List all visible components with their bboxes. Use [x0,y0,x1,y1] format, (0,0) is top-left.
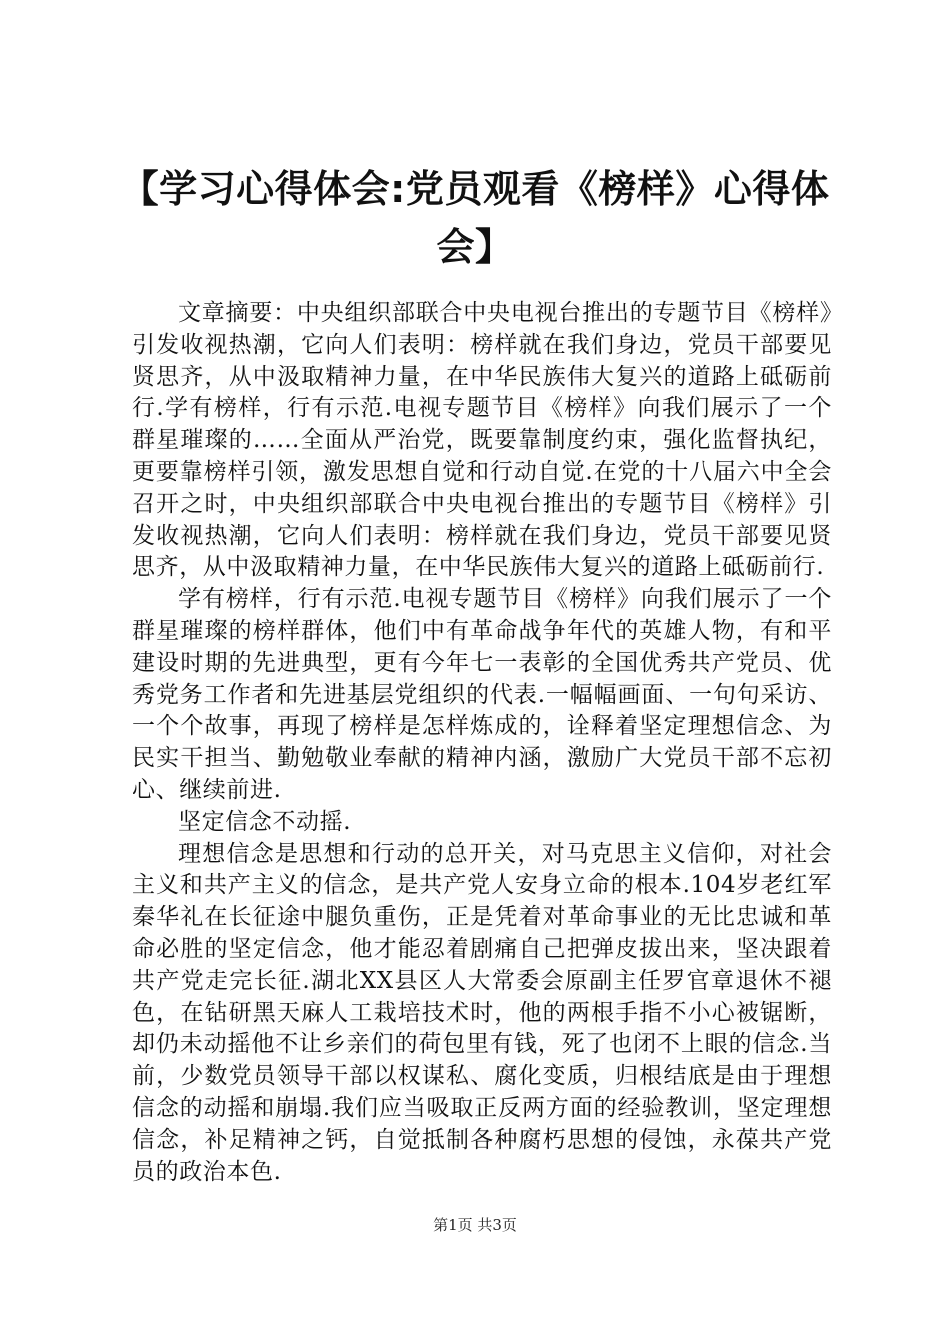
page-number-footer: 第1页 共3页 [433,1216,517,1234]
document-body [132,298,832,1188]
paragraph-abstract: 文章摘要：中央组织部联合中央电视台推出的专题节目《榜样》引发收视热潮，它向人们表明：榜样就在我们身边，党员干部要见贤思齐，从中汲取精神力量，在中华民族伟大复兴的道路上砥砺前行.学有榜样，行有示范.电视专题节目《榜样》向我们展示了一个群星璀璨的……全面从严治党，既要靠制度约束，强化监督执纪，更要靠榜样引领，激发思想自觉和行动自觉.在党的十八届六中全会召开之时，中央组织部联合中央电视台推出的专题节目《榜样》引发收视热潮，它向人们表明：榜样就在我们身边，党员干部要见贤思齐，从中汲取精神力量，在中华民族伟大复兴的道路上砥砺前行. [132,300,832,581]
paragraph-ideals-beliefs: 理想信念是思想和行动的总开关，对马克思主义信仰，对社会主义和共产主义的信念，是共产党人安身立命的根本.104岁老红军秦华礼在长征途中腿负重伤，正是凭着对革命事业的无比忠诚和革命必胜的坚定信念，他才能忍着剧痛自己把弹皮拔出来，坚决跟着共产党走完长征.湖北XX县区人大常委会原副主任罗官章退休不褪色，在钻研黑天麻人工栽培技术时，他的两根手指不小心被锯断，却仍未动摇他不让乡亲们的荷包里有钱，死了也闭不上眼的信念.当前，少数党员领导干部以权谋私、腐化变质，归根结底是由于理想信念的动摇和崩塌.我们应当吸取正反两方面的经验教训，坚定理想信念，补足精神之钙，自觉抵制各种腐朽思想的侵蚀，永葆共产党员的政治本色. [132,840,832,1185]
paragraph-role-models: 学有榜样，行有示范.电视专题节目《榜样》向我们展示了一个群星璀璨的榜样群体，他们中有革命战争年代的英雄人物，有和平建设时期的先进典型，更有今年七一表彰的全国优秀共产党员、优秀党务工作者和先进基层党组织的代表.一幅幅画面、一句句采访、一个个故事，再现了榜样是怎样炼成的，诠释着坚定理想信念、为民实干担当、勤勉敬业奉献的精神内涵，激励广大党员干部不忘初心、继续前进. [132,586,832,803]
section-heading-firm-belief: 坚定信念不动摇. [178,808,352,835]
document-title: 【学习心得体会:党员观看《榜样》心得体会】 [120,167,830,269]
